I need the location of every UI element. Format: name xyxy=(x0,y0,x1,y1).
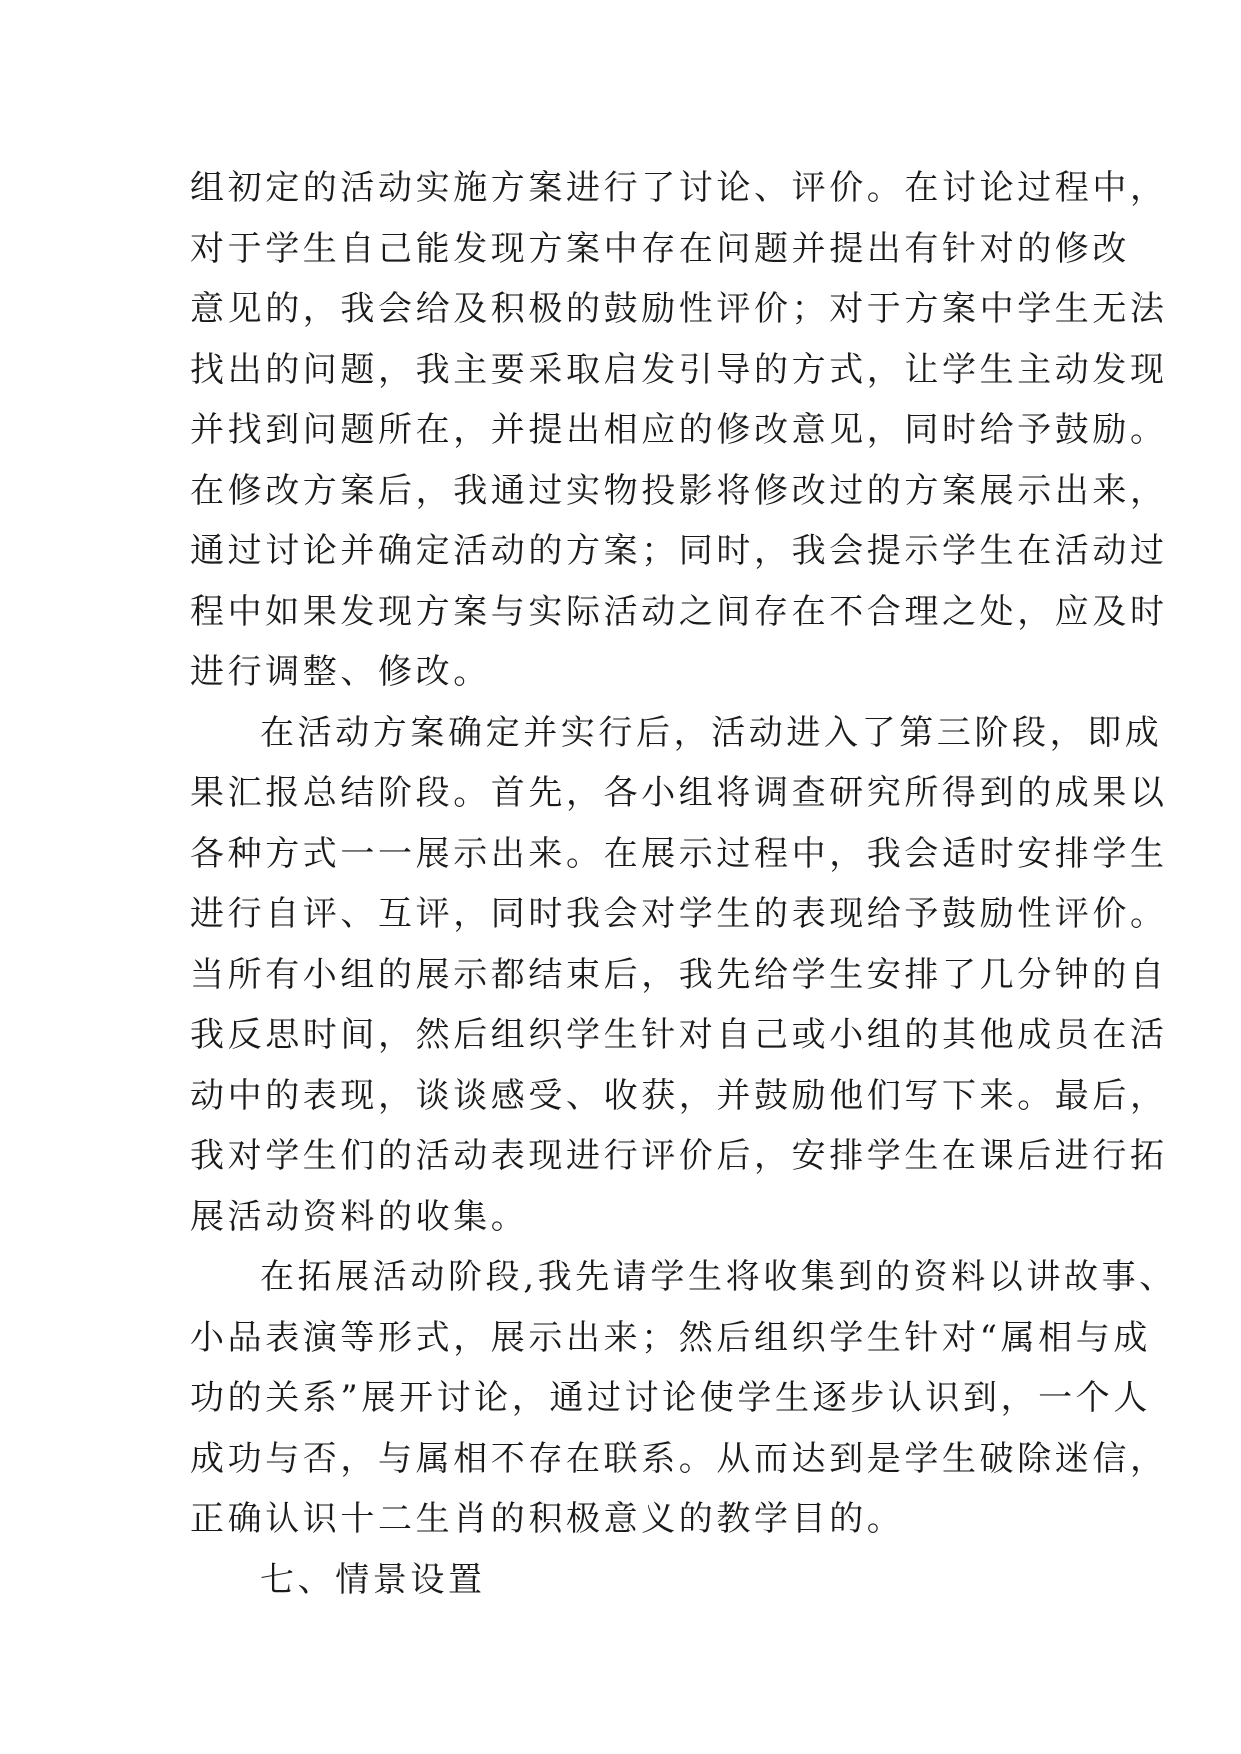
paragraph-start-line: 在拓展活动阶段,我先请学生将收集到的资料以讲故事、 xyxy=(260,1257,1177,1297)
text-line: 对于学生自己能发现方案中存在问题并提出有针对的修改 xyxy=(190,228,1130,269)
paragraph-start-line: 在活动方案确定并实行后，活动进入了第三阶段，即成 xyxy=(260,712,1163,753)
text-line: 意见的，我会给及积极的鼓励性评价；对于方案中学生无法 xyxy=(190,289,1168,329)
body-text xyxy=(190,158,1177,1610)
text-line: 组初定的活动实施方案进行了讨论、评价。在讨论过程中， xyxy=(190,168,1168,208)
text-line: 进行调整、修改。 xyxy=(190,652,491,692)
text-line: 小品表演等形式，展示出来；然后组织学生针对“属相与成 xyxy=(190,1317,1151,1358)
text-line: 成功与否，与属相不存在联系。从而达到是学生破除迷信， xyxy=(190,1438,1168,1479)
text-line: 展活动资料的收集。 xyxy=(190,1196,529,1237)
text-line: 果汇报总结阶段。首先，各小组将调查研究所得到的成果以 xyxy=(190,773,1168,813)
text-line: 我反思时间，然后组织学生针对自己或小组的其他成员在活 xyxy=(190,1015,1168,1055)
text-line: 当所有小组的展示都结束后，我先给学生安排了几分钟的自 xyxy=(190,954,1168,995)
text-line: 正确认识十二生肖的积极意义的教学目的。 xyxy=(190,1499,905,1539)
text-line: 并找到问题所在，并提出相应的修改意见，同时给予鼓励。 xyxy=(190,410,1168,450)
text-line: 在修改方案后，我通过实物投影将修改过的方案展示出来， xyxy=(190,470,1168,511)
section-heading: 七、情景设置 xyxy=(260,1559,486,1600)
text-line: 找出的问题，我主要采取启发引导的方式，让学生主动发现 xyxy=(190,349,1168,390)
text-line: 功的关系”展开讨论，通过讨论使学生逐步认识到，一个人 xyxy=(190,1378,1151,1418)
text-line: 程中如果发现方案与实际活动之间存在不合理之处，应及时 xyxy=(190,591,1168,632)
text-line: 动中的表现，谈谈感受、收获，并鼓励他们写下来。最后， xyxy=(190,1075,1168,1116)
text-line: 各种方式一一展示出来。在展示过程中，我会适时安排学生 xyxy=(190,833,1168,874)
text-line: 通过讨论并确定活动的方案；同时，我会提示学生在活动过 xyxy=(190,531,1168,571)
text-line: 我对学生们的活动表现进行评价后，安排学生在课后进行拓 xyxy=(190,1136,1168,1176)
text-line: 进行自评、互评，同时我会对学生的表现给予鼓励性评价。 xyxy=(190,894,1168,934)
